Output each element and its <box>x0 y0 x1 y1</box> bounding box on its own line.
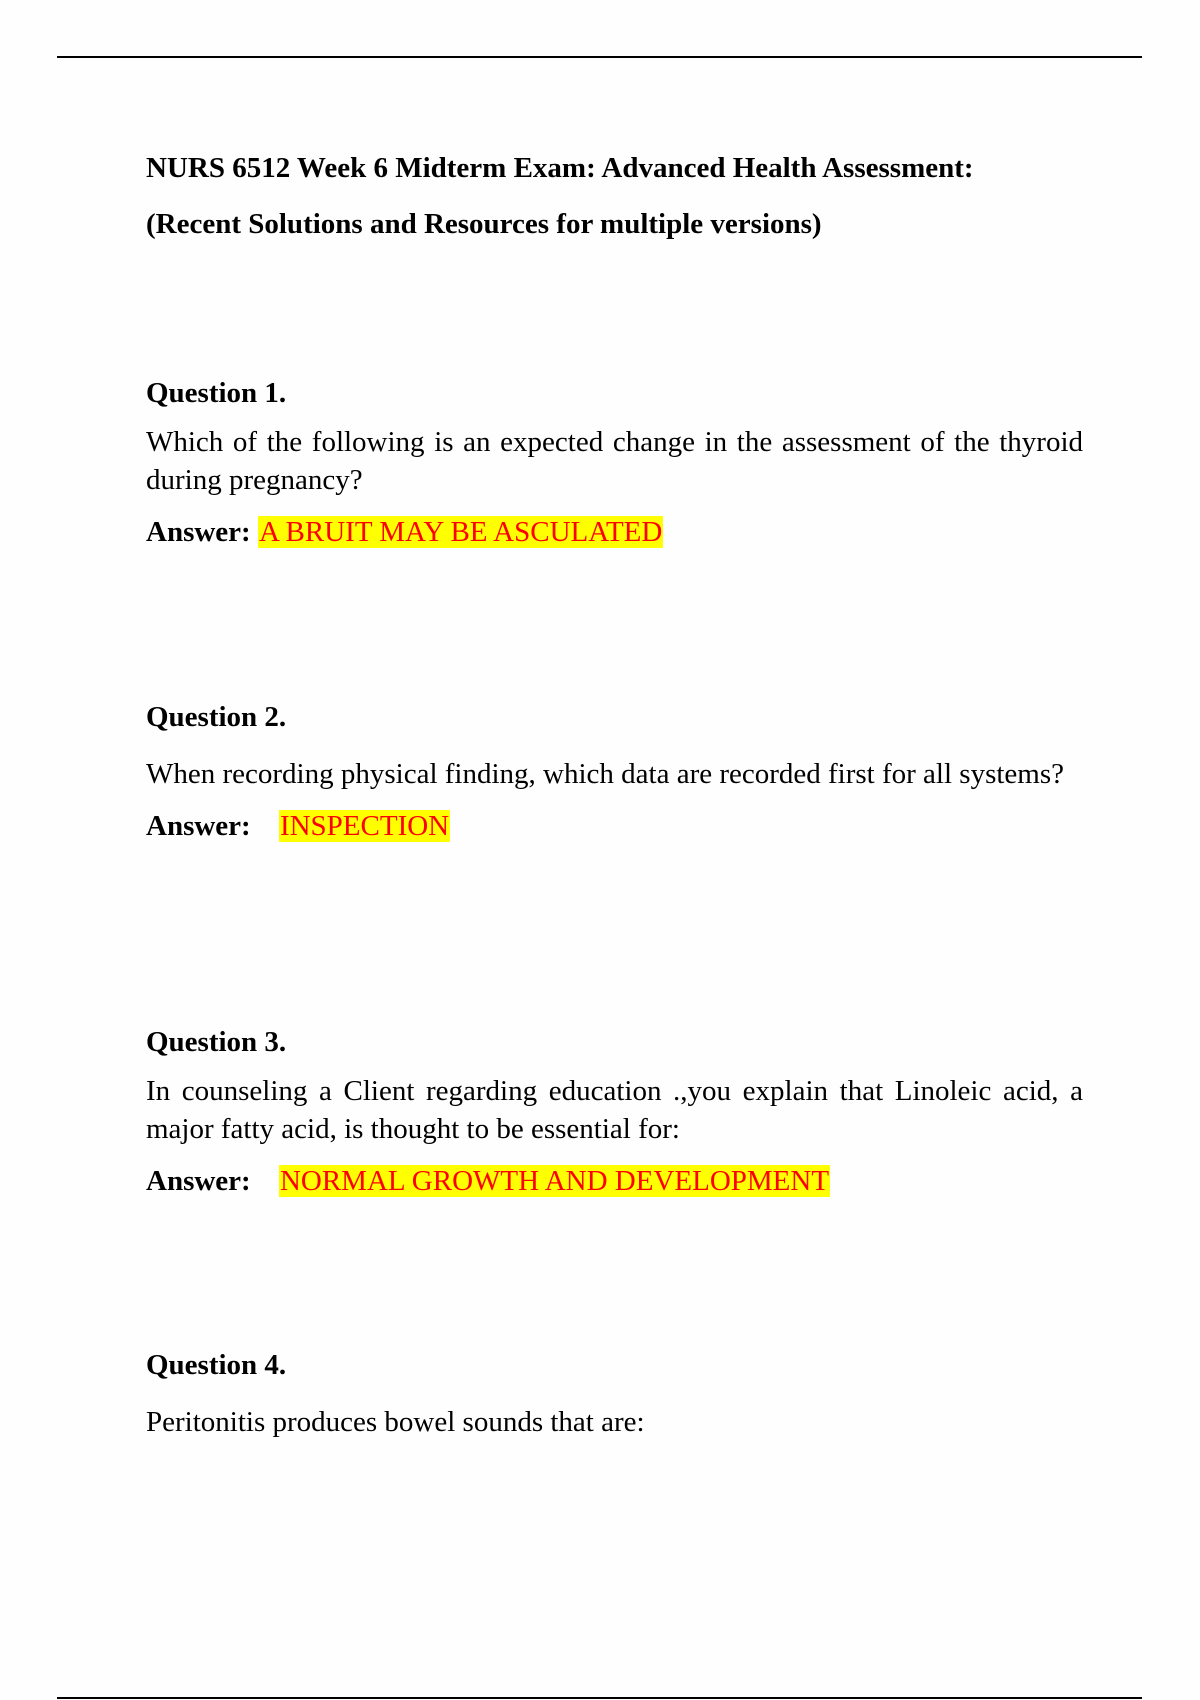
question-text: When recording physical finding, which data are recorded first for all systems? <box>146 758 1065 790</box>
question-1 <box>146 375 1083 552</box>
question-heading: Question 1. <box>146 377 287 409</box>
document-title <box>146 140 1106 252</box>
question-heading: Question 2. <box>146 701 287 733</box>
answer-line <box>146 806 1083 846</box>
answer-label: Answer: <box>146 516 251 548</box>
answer-label: Answer: <box>146 1165 251 1197</box>
question-text: Peritonitis produces bowel sounds that are: <box>146 1406 645 1438</box>
document-title-line-1: NURS 6512 Week 6 Midterm Exam: Advanced Health Assessment: <box>146 152 974 184</box>
bottom-rule <box>57 1697 1142 1699</box>
question-text: Which of the following is an expected change in the assessment of the thyroid during pregnancy? <box>146 426 1083 496</box>
question-3 <box>146 1024 1083 1201</box>
answer-value: NORMAL GROWTH AND DEVELOPMENT <box>279 1165 830 1197</box>
answer-line <box>146 1161 1083 1201</box>
question-heading: Question 4. <box>146 1349 287 1381</box>
answer-value: INSPECTION <box>279 810 450 842</box>
answer-label: Answer: <box>146 810 251 842</box>
question-2 <box>146 699 1083 846</box>
top-rule <box>57 56 1142 58</box>
question-text: In counseling a Client regarding education .,you explain that Linoleic acid, a major fatty acid, is thought to be essential for: <box>146 1075 1083 1145</box>
question-heading: Question 3. <box>146 1026 287 1058</box>
answer-line <box>146 512 1083 552</box>
answer-value: A BRUIT MAY BE ASCULATED <box>258 516 663 548</box>
document-title-line-2: (Recent Solutions and Resources for multiple versions) <box>146 208 822 240</box>
question-4 <box>146 1347 1083 1441</box>
